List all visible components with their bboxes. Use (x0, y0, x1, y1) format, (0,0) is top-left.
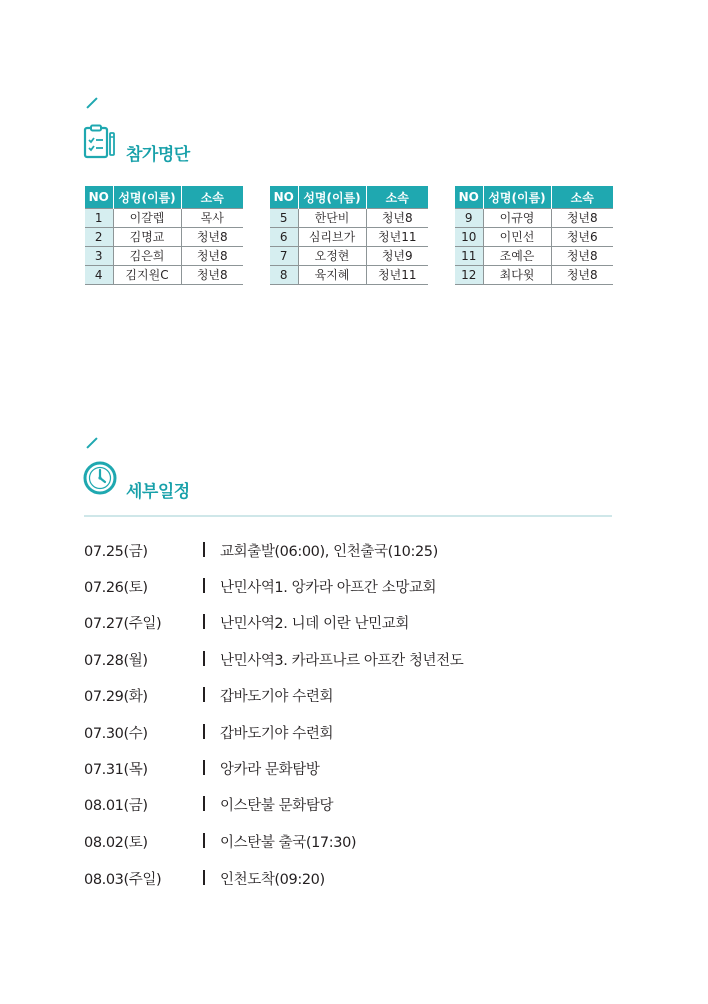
header-no: NO (85, 186, 113, 209)
row-group: 청년8 (181, 247, 243, 266)
header-group: 소속 (366, 186, 428, 209)
row-group: 청년8 (551, 247, 613, 266)
table-row (455, 247, 613, 266)
row-name: 이민선 (483, 228, 551, 247)
schedule-date: 07.26(토) (84, 580, 148, 596)
separator (203, 542, 205, 557)
row-no: 9 (455, 209, 483, 228)
row-name: 심리브가 (298, 228, 366, 247)
table-row (455, 266, 613, 285)
schedule-row (0, 612, 708, 632)
row-no: 7 (270, 247, 298, 266)
separator (203, 687, 205, 702)
participants-table-1 (85, 186, 243, 285)
schedule-desc: 이스탄불 출국(17:30) (220, 835, 357, 851)
separator (203, 578, 205, 593)
schedule-row (0, 758, 708, 778)
separator (203, 870, 205, 885)
header-no: NO (455, 186, 483, 209)
schedule-desc: 난민사역1. 앙카라 아프간 소망교회 (220, 580, 437, 596)
header-name: 성명(이름) (298, 186, 366, 209)
table-row (455, 209, 613, 228)
row-name: 김명교 (113, 228, 181, 247)
row-name: 오정현 (298, 247, 366, 266)
schedule-date: 07.28(월) (84, 653, 148, 669)
schedule-row (0, 868, 708, 888)
table-row (85, 228, 243, 247)
schedule-desc: 난민사역2. 니데 이란 난민교회 (220, 616, 409, 632)
row-no: 10 (455, 228, 483, 247)
table-row (85, 266, 243, 285)
schedule-row (0, 831, 708, 851)
row-no: 5 (270, 209, 298, 228)
table-row (270, 247, 428, 266)
table-row (85, 209, 243, 228)
schedule-date: 07.27(주일) (84, 616, 162, 632)
row-group: 청년8 (181, 228, 243, 247)
table-row (270, 209, 428, 228)
row-no: 2 (85, 228, 113, 247)
schedule-row (0, 722, 708, 742)
row-group: 청년8 (551, 209, 613, 228)
schedule-date: 08.01(금) (84, 798, 148, 814)
participants-table-2 (270, 186, 428, 285)
row-name: 이규영 (483, 209, 551, 228)
row-group: 청년11 (366, 228, 428, 247)
schedule-row (0, 540, 708, 560)
separator (203, 796, 205, 811)
header-group: 소속 (551, 186, 613, 209)
header-name: 성명(이름) (483, 186, 551, 209)
participants-table-3 (455, 186, 613, 285)
row-group: 청년6 (551, 228, 613, 247)
schedule-desc: 갑바도기야 수련회 (220, 726, 334, 742)
row-name: 이갈렙 (113, 209, 181, 228)
schedule-desc: 갑바도기야 수련회 (220, 689, 334, 705)
row-no: 11 (455, 247, 483, 266)
participants-title: 참가명단 (126, 145, 190, 165)
row-group: 목사 (181, 209, 243, 228)
row-no: 1 (85, 209, 113, 228)
row-name: 김은희 (113, 247, 181, 266)
row-name: 육지혜 (298, 266, 366, 285)
schedule-date: 08.03(주일) (84, 872, 162, 888)
row-name: 한단비 (298, 209, 366, 228)
separator (203, 614, 205, 629)
schedule-desc: 교회출발(06:00), 인천출국(10:25) (220, 544, 438, 560)
row-no: 4 (85, 266, 113, 285)
row-no: 3 (85, 247, 113, 266)
table-row (85, 247, 243, 266)
separator (203, 833, 205, 848)
header-no: NO (270, 186, 298, 209)
schedule-title: 세부일정 (126, 482, 190, 502)
row-group: 청년8 (551, 266, 613, 285)
separator (203, 651, 205, 666)
row-group: 청년11 (366, 266, 428, 285)
schedule-desc: 이스탄불 문화탐당 (220, 798, 334, 814)
clipboard-icon (83, 124, 117, 160)
schedule-desc: 앙카라 문화탐방 (220, 762, 320, 778)
row-no: 12 (455, 266, 483, 285)
schedule-row (0, 685, 708, 705)
schedule-date: 07.30(수) (84, 726, 148, 742)
divider (84, 515, 612, 517)
row-group: 청년8 (366, 209, 428, 228)
schedule-row (0, 576, 708, 596)
schedule-desc: 인천도착(09:20) (220, 872, 325, 888)
section-slash-participants (86, 97, 97, 108)
row-group: 청년8 (181, 266, 243, 285)
schedule-row (0, 649, 708, 669)
row-name: 조예은 (483, 247, 551, 266)
header-group: 소속 (181, 186, 243, 209)
schedule-row (0, 794, 708, 814)
separator (203, 760, 205, 775)
row-name: 최다윗 (483, 266, 551, 285)
section-slash-schedule (86, 437, 97, 448)
table-row (270, 266, 428, 285)
schedule-date: 07.29(화) (84, 689, 148, 705)
header-name: 성명(이름) (113, 186, 181, 209)
clock-icon (83, 461, 117, 495)
row-no: 8 (270, 266, 298, 285)
table-row (455, 228, 613, 247)
schedule-date: 07.31(목) (84, 762, 148, 778)
row-group: 청년9 (366, 247, 428, 266)
row-name: 김지원C (113, 266, 181, 285)
schedule-desc: 난민사역3. 카라프나르 아프칸 청년전도 (220, 653, 464, 669)
separator (203, 724, 205, 739)
table-row (270, 228, 428, 247)
schedule-date: 08.02(토) (84, 835, 148, 851)
row-no: 6 (270, 228, 298, 247)
schedule-date: 07.25(금) (84, 544, 148, 560)
